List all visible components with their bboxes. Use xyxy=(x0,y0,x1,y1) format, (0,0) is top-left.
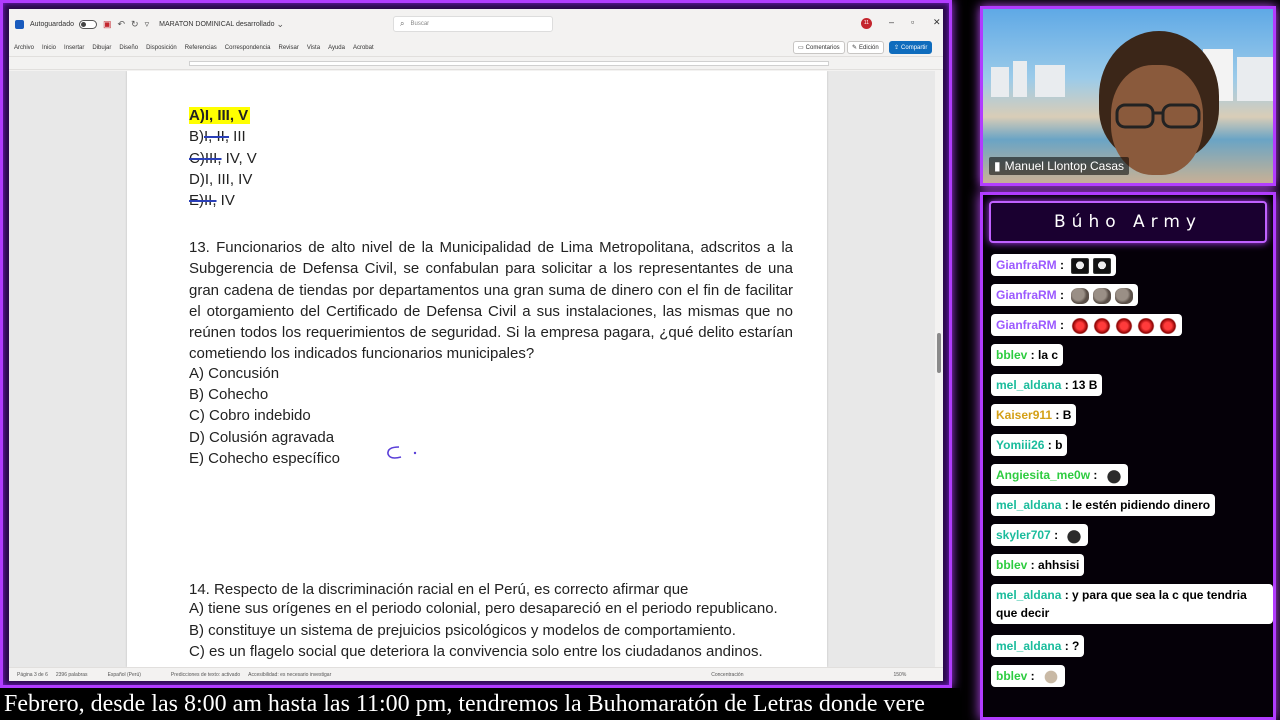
chat-separator: : xyxy=(1061,639,1073,653)
q14-option-a: A) tiene sus orígenes en el periodo colonial, pero desapareció en el periodo republicano. xyxy=(189,600,778,617)
webcam-feed xyxy=(980,6,1276,186)
comments-button[interactable] xyxy=(793,41,845,54)
chat-separator: : xyxy=(1061,498,1073,512)
menu-acrobat[interactable]: Acrobat xyxy=(352,44,374,51)
glasses-icon xyxy=(1115,101,1201,131)
chat-message xyxy=(991,584,1273,624)
search-icon: ⌕ xyxy=(400,19,405,28)
status-zoom[interactable]: 150% xyxy=(893,671,907,678)
cat-emote-icon xyxy=(1065,528,1083,544)
chat-message xyxy=(991,635,1084,657)
ink-annotation xyxy=(385,443,425,463)
close-icon[interactable]: ✕ xyxy=(933,17,941,27)
q14-option-c: C) es un flagelo social que deteriora la convivencia solo entre los ciudadanos andinos. xyxy=(189,643,763,660)
chat-separator: : xyxy=(1027,558,1039,572)
status-predictions[interactable]: Predicciones de texto: activado xyxy=(170,671,241,678)
rock-emote-icon xyxy=(1093,288,1111,304)
chat-message xyxy=(991,665,1065,687)
signal-bars-icon: ▮ xyxy=(994,159,1001,173)
share-icon: ⇪ xyxy=(894,45,900,51)
document-page[interactable] xyxy=(127,71,827,667)
title-bar xyxy=(9,9,943,39)
chat-text: B xyxy=(1062,408,1072,422)
chat-username[interactable]: bblev xyxy=(996,669,1028,683)
q13-option-d: D) Colusión agravada xyxy=(189,429,335,446)
chat-username[interactable]: Angiesita_me0w xyxy=(996,468,1091,482)
ribbon-menu xyxy=(9,39,943,57)
status-accessibility[interactable]: Accesibilidad: es necesario investigar xyxy=(248,671,332,678)
menu-insertar[interactable]: Insertar xyxy=(64,44,85,51)
chat-username[interactable]: GianfraRM xyxy=(996,288,1057,302)
redo-icon[interactable]: ↻ xyxy=(131,18,139,29)
chat-text: b xyxy=(1055,438,1063,452)
chat-message xyxy=(991,344,1063,366)
chat-text: ? xyxy=(1072,639,1080,653)
chat-message xyxy=(991,374,1102,396)
rock-emote-icon xyxy=(1071,288,1089,304)
chat-username[interactable]: mel_aldana xyxy=(996,378,1062,392)
red-emote-icon xyxy=(1071,318,1089,334)
chat-message xyxy=(991,434,1067,456)
menu-archivo[interactable]: Archivo xyxy=(14,44,35,51)
chat-separator: : xyxy=(1050,528,1062,542)
chat-panel xyxy=(980,192,1276,720)
pencil-icon: ✎ xyxy=(852,45,858,51)
status-bar xyxy=(9,667,943,681)
q12-option-a: A)I, III, V xyxy=(189,107,249,124)
menu-diseno[interactable]: Diseño xyxy=(119,44,139,51)
chat-separator: : xyxy=(1027,348,1039,362)
save-icon[interactable]: ▣ xyxy=(102,18,112,29)
presenter-name-tag xyxy=(989,157,1129,175)
red-emote-icon xyxy=(1093,318,1111,334)
chat-separator: : xyxy=(1061,378,1073,392)
rock-emote-icon xyxy=(1115,288,1133,304)
comment-icon: ▭ xyxy=(798,45,804,51)
share-label: Compartir xyxy=(901,44,928,51)
chat-separator: : xyxy=(1052,408,1063,422)
search-input[interactable] xyxy=(393,16,553,32)
skull-emote-icon xyxy=(1093,258,1111,274)
chat-text: 13 B xyxy=(1072,378,1098,392)
chat-text: le estén pidiendo dinero xyxy=(1072,498,1211,512)
chat-separator: : xyxy=(1090,468,1101,482)
q14-question: 14. Respecto de la discriminación racial en el Perú, es correcto afirmar que xyxy=(189,581,689,598)
document-title[interactable]: MARATON DOMINICAL desarrollado xyxy=(159,20,275,28)
q12-option-c: C)III, IV, V xyxy=(189,150,257,167)
editing-label: Edición xyxy=(859,44,879,51)
comments-label: Comentarios xyxy=(805,44,840,51)
chat-text: la c xyxy=(1038,348,1059,362)
maximize-icon[interactable]: ▫ xyxy=(911,17,915,27)
chat-username[interactable]: mel_aldana xyxy=(996,588,1062,602)
chevron-down-icon[interactable]: ⌄ xyxy=(276,18,285,29)
chat-separator: : xyxy=(1056,288,1068,302)
document-area xyxy=(9,71,943,667)
scrollbar-thumb[interactable] xyxy=(937,333,941,373)
menu-dibujar[interactable]: Dibujar xyxy=(92,44,112,51)
chat-message xyxy=(991,554,1084,576)
status-language[interactable]: Español (Perú) xyxy=(107,671,141,678)
q12-option-d: D)I, III, IV xyxy=(189,171,253,188)
menu-vista[interactable]: Vista xyxy=(306,44,321,51)
red-emote-icon xyxy=(1137,318,1155,334)
chat-username[interactable]: GianfraRM xyxy=(996,258,1057,272)
status-focus[interactable]: Concentración xyxy=(711,671,744,678)
chat-text: ahhsisi xyxy=(1038,558,1080,572)
q13-option-e: E) Cohecho específico xyxy=(189,450,340,467)
chat-separator: : xyxy=(1056,258,1068,272)
q13-option-b: B) Cohecho xyxy=(189,386,269,403)
chat-separator: : xyxy=(1044,438,1056,452)
customize-icon[interactable]: ▿ xyxy=(144,18,150,29)
chat-separator: : xyxy=(1027,669,1039,683)
autosave-label: Autoguardado xyxy=(30,20,74,28)
ruler[interactable] xyxy=(9,57,943,70)
chat-message xyxy=(991,404,1076,426)
chat-username[interactable]: skyler707 xyxy=(996,528,1051,542)
chat-message xyxy=(991,494,1215,516)
chat-separator: : xyxy=(1061,588,1073,602)
menu-referencias[interactable]: Referencias xyxy=(184,44,217,51)
editing-button[interactable] xyxy=(847,41,884,54)
q13-option-a: A) Concusión xyxy=(189,365,280,382)
red-emote-icon xyxy=(1159,318,1177,334)
chat-username[interactable]: Kaiser911 xyxy=(996,408,1053,422)
skull-emote-icon xyxy=(1071,258,1089,274)
chat-message xyxy=(991,314,1182,336)
search-placeholder: Buscar xyxy=(410,21,430,27)
owl-emote-icon xyxy=(1042,669,1060,685)
user-avatar[interactable]: 11 xyxy=(861,18,872,29)
chat-message xyxy=(991,524,1088,546)
chat-username[interactable]: Yomiii26 xyxy=(996,438,1045,452)
chat-username[interactable]: GianfraRM xyxy=(996,318,1057,332)
menu-disposicion[interactable]: Disposición xyxy=(146,44,177,51)
menu-correspondencia[interactable]: Correspondencia xyxy=(224,44,271,51)
chat-message xyxy=(991,254,1116,276)
word-window xyxy=(9,9,943,681)
status-words[interactable]: 2396 palabras xyxy=(55,671,88,678)
chat-title: Búho Army xyxy=(989,201,1267,243)
q12-option-e: E)II, IV xyxy=(189,192,235,209)
q14-option-b: B) constituye un sistema de prejuicios psicológicos y modelos de comportamiento. xyxy=(189,622,736,639)
news-ticker: Febrero, desde las 8:00 am hasta las 11:00 pm, tendremos la Buhomaratón de Letras donde vere xyxy=(0,688,960,720)
chat-message xyxy=(991,464,1128,486)
red-emote-icon xyxy=(1115,318,1133,334)
chat-username[interactable]: bblev xyxy=(996,558,1028,572)
minimize-icon[interactable]: – xyxy=(889,17,895,27)
cat-emote-icon xyxy=(1105,468,1123,484)
undo-icon[interactable]: ↶ xyxy=(117,18,126,29)
q12-option-b: B)I, II, III xyxy=(189,128,246,145)
chat-message xyxy=(991,284,1138,306)
menu-ayuda[interactable]: Ayuda xyxy=(328,44,345,51)
status-page[interactable]: Página 3 de 6 xyxy=(17,671,48,678)
vertical-scrollbar[interactable] xyxy=(935,71,943,667)
chat-text: y para que sea la c que tendria que decir xyxy=(996,588,1247,620)
ruler-track xyxy=(189,61,829,66)
autosave-toggle[interactable] xyxy=(79,20,97,29)
share-button[interactable] xyxy=(889,41,932,54)
menu-inicio[interactable]: Inicio xyxy=(42,44,57,51)
chat-separator: : xyxy=(1056,318,1068,332)
menu-revisar[interactable]: Revisar xyxy=(278,44,299,51)
presenter-name: Manuel Llontop Casas xyxy=(1004,159,1125,173)
chat-username[interactable]: mel_aldana xyxy=(996,639,1062,653)
word-logo-icon xyxy=(15,20,24,29)
chat-username[interactable]: bblev xyxy=(996,348,1028,362)
q13-option-c: C) Cobro indebido xyxy=(189,407,311,424)
q13-question: 13. Funcionarios de alto nivel de la Municipalidad de Lima Metropolitana, adscritos a la Subgerencia de Defensa Civil, se confabulan para solicitar a los representantes de una gran cadena de tiendas por departamentos una gran suma de dinero con el fin de facilitar el otorgamiento del Certificado de Defensa Civil a sus instalaciones, las mismas que no reúnen todos los requerimientos de seguridad. Si la empresa pagara, ¿qué delito estarían cometiendo los indicados funcionarios municipales? xyxy=(189,239,793,363)
chat-username[interactable]: mel_aldana xyxy=(996,498,1062,512)
